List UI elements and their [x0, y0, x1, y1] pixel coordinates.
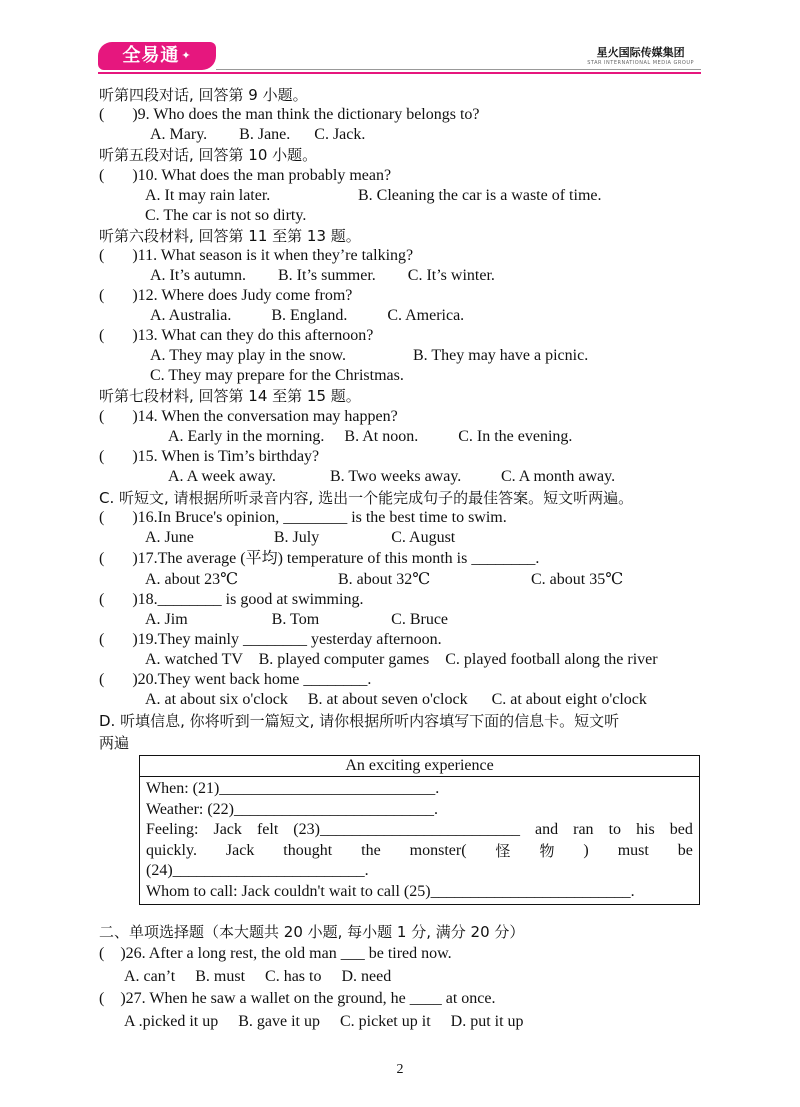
info-card-when: When: (21)___________________________.: [146, 780, 440, 797]
section-instruction: 听第五段对话, 回答第 10 小题。: [99, 146, 318, 164]
section-heading-c: C. 听短文, 请根据所听录音内容, 选出一个能完成句子的最佳答案。短文听两遍。: [99, 489, 634, 507]
question-13-option-c: C. They may prepare for the Christmas.: [150, 367, 404, 384]
question-13-option-a: A. They may play in the snow.: [150, 347, 346, 364]
header-divider: [98, 72, 701, 74]
question-11-options: A. It’s autumn. B. It’s summer. C. It’s winter.: [150, 267, 495, 284]
question-12-options: A. Australia. B. England. C. America.: [150, 307, 465, 324]
question-17-option-b: B. about 32℃: [338, 571, 431, 588]
question-18-options: A. Jim B. Tom C. Bruce: [145, 611, 449, 628]
question-13: ( )13. What can they do this afternoon?: [99, 327, 374, 344]
question-19-options: A. watched TV B. played computer games C. played football along the river: [145, 651, 658, 668]
info-card-feeling-line1: [146, 820, 693, 841]
publisher-name: 星火国际传媒集团: [596, 46, 685, 59]
section-instruction: 听第四段对话, 回答第 9 小题。: [99, 86, 308, 104]
word: ran: [573, 821, 594, 838]
question-20-options: A. at about six o'clock B. at about seven o'clock C. at about eight o'clock: [145, 691, 647, 708]
word: must: [617, 841, 649, 859]
question-9-options: A. Mary. B. Jane. C. Jack.: [150, 126, 366, 143]
question-27-options: A .picked it up B. gave it up C. picket up it D. put it up: [124, 1013, 524, 1030]
info-card-whom: Whom to call: Jack couldn't wait to call (25)_________________________.: [146, 882, 635, 900]
question-15-option-a: A. A week away.: [168, 468, 276, 485]
word: ): [583, 841, 589, 859]
publisher-name-en: STAR INTERNATIONAL MEDIA GROUP: [587, 60, 694, 66]
question-16: ( )16.In Bruce's opinion, ________ is the best time to swim.: [99, 509, 507, 526]
page-number: 2: [396, 1062, 404, 1077]
question-19: ( )19.They mainly ________ yesterday afternoon.: [99, 631, 442, 648]
question-17: ( )17.The average (平均) temperature of this month is ________.: [99, 550, 540, 567]
word: his: [636, 821, 655, 838]
brand-logo: [98, 42, 216, 70]
info-card-weather: Weather: (22)_________________________.: [146, 800, 438, 818]
info-card-feeling-line3: (24)________________________.: [146, 862, 369, 879]
question-16-options: A. June B. July C. August: [145, 529, 456, 546]
brand-logo-text: 全易通: [122, 45, 180, 66]
question-17-option-a: A. about 23℃: [145, 571, 238, 588]
section-instruction: 听第六段材料, 回答第 11 至第 13 题。: [99, 227, 361, 245]
question-18: ( )18.________ is good at swimming.: [99, 591, 364, 608]
word: bed: [669, 821, 693, 838]
question-9: ( )9. Who does the man think the dictionary belongs to?: [99, 106, 480, 123]
question-11: ( )11. What season is it when they’re talking?: [99, 247, 414, 264]
section-instruction: 听第七段材料, 回答第 14 至第 15 题。: [99, 387, 361, 405]
header-divider-thin: [216, 69, 701, 70]
word: and: [534, 821, 559, 838]
info-card-body: [140, 777, 700, 905]
question-13-option-b: B. They may have a picnic.: [413, 347, 589, 364]
question-14-options: A. Early in the morning. B. At noon. C. In the evening.: [168, 428, 573, 445]
question-14: ( )14. When the conversation may happen?: [99, 408, 398, 425]
section-heading-d: D. 听填信息, 你将听到一篇短文, 请你根据所听内容填写下面的信息卡。短文听: [99, 712, 620, 730]
section-heading-2: 二、单项选择题（本大题共 20 小题, 每小题 1 分, 满分 20 分）: [99, 923, 525, 941]
word: felt: [256, 821, 279, 838]
question-15-option-b: B. Two weeks away.: [330, 468, 462, 485]
word: monster(: [409, 841, 467, 859]
word: Feeling:: [146, 821, 199, 838]
publisher: [587, 44, 694, 66]
info-card: [139, 755, 700, 905]
word: 怪: [495, 841, 511, 860]
question-10-option-a: A. It may rain later.: [145, 187, 271, 204]
question-10: ( )10. What does the man probably mean?: [99, 167, 392, 184]
question-27: ( )27. When he saw a wallet on the ground, he ____ at once.: [99, 990, 496, 1007]
info-card-feeling-line2: [146, 841, 693, 862]
word: be: [677, 841, 693, 859]
page-header: [0, 0, 800, 80]
info-card-title: An exciting experience: [140, 756, 700, 777]
blank-23: (23)_________________________: [293, 821, 520, 838]
question-15-option-c: C. A month away.: [501, 468, 616, 485]
word: Jack: [225, 841, 255, 859]
question-10-option-c: C. The car is not so dirty.: [145, 207, 307, 224]
word: Jack: [213, 821, 242, 838]
question-26: ( )26. After a long rest, the old man ___ be tired now.: [99, 945, 452, 962]
question-17-option-c: C. about 35℃: [531, 571, 624, 588]
word: thought: [283, 841, 333, 859]
word: 物: [539, 841, 555, 860]
word: to: [608, 821, 622, 838]
question-15: ( )15. When is Tim’s birthday?: [99, 448, 320, 465]
word: quickly.: [146, 841, 197, 859]
section-heading-d-cont: 两遍: [99, 734, 130, 752]
word: the: [361, 841, 381, 859]
question-26-options: A. can’t B. must C. has to D. need: [124, 968, 392, 985]
star-icon: ✦: [181, 49, 192, 62]
question-10-option-b: B. Cleaning the car is a waste of time.: [358, 187, 602, 204]
question-12: ( )12. Where does Judy come from?: [99, 287, 353, 304]
question-20: ( )20.They went back home ________.: [99, 671, 372, 688]
